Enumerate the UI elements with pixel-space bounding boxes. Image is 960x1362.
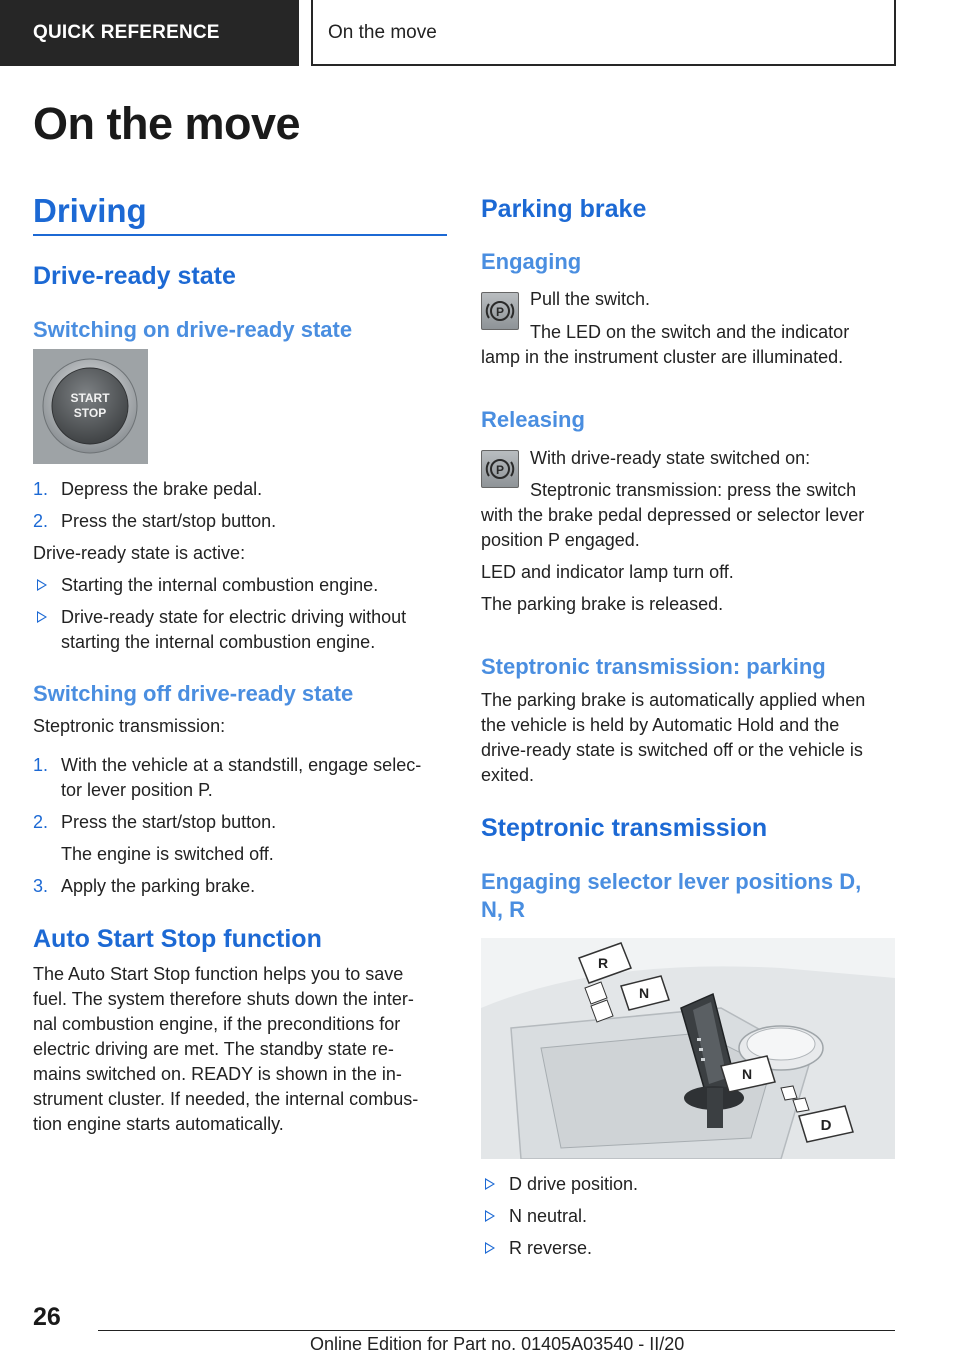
position-text: R reverse. xyxy=(509,1238,593,1258)
releasing-text: The parking brake is released. xyxy=(481,594,724,614)
position-text: D drive position. xyxy=(509,1174,639,1194)
start-stop-button-image xyxy=(33,349,148,464)
position-text: N neutral. xyxy=(509,1206,588,1226)
edition-note: Online Edition for Part no. 01405A03540 - II/20 xyxy=(310,1334,685,1354)
engaging-text: Pull the switch. xyxy=(530,289,651,309)
paragraph-line: nal combustion engine, if the preconditions for xyxy=(33,1014,401,1034)
step-number: 1. xyxy=(33,755,49,775)
bullet-text: Starting the internal combustion engine. xyxy=(61,575,379,595)
paragraph-line: mains switched on. READY is shown in the in- xyxy=(33,1064,402,1084)
step-number: 1. xyxy=(33,479,49,499)
active-intro: Drive-ready state is active: xyxy=(33,543,246,563)
auto-start-stop-heading: Auto Start Stop function xyxy=(33,925,322,953)
step-text: With the vehicle at a standstill, engage selec- xyxy=(61,755,422,775)
parking-brake-switch-icon xyxy=(481,292,519,330)
paragraph-line: the vehicle is held by Automatic Hold and the xyxy=(481,715,840,735)
driving-heading: Driving xyxy=(33,192,147,229)
releasing-text: with the brake pedal depressed or selector lever xyxy=(481,505,865,525)
releasing-text: Steptronic transmission: press the switch xyxy=(530,480,857,500)
step-text: Press the start/stop button. xyxy=(61,511,277,531)
page-number: 26 xyxy=(33,1303,61,1331)
step-number: 2. xyxy=(33,812,49,832)
bullet-text: Drive-ready state for electric driving without xyxy=(61,607,407,627)
svg-text:D: D xyxy=(820,1117,832,1134)
paragraph-line: The Auto Start Stop function helps you to save xyxy=(33,964,404,984)
svg-text:STOP: STOP xyxy=(73,406,107,420)
svg-text:P: P xyxy=(495,463,505,477)
selector-lever-illustration xyxy=(481,938,895,1159)
bullet-text-continued: starting the internal combustion engine. xyxy=(61,632,376,652)
bullet-triangle-icon xyxy=(485,1178,495,1190)
page-header xyxy=(0,0,960,66)
engaging-text: lamp in the instrument cluster are illuminated. xyxy=(481,347,844,367)
bullet-triangle-icon xyxy=(37,579,47,591)
bullet-triangle-icon xyxy=(37,611,47,623)
paragraph-line: tion engine starts automatically. xyxy=(33,1114,284,1134)
paragraph-line: electric driving are met. The standby state re- xyxy=(33,1039,394,1059)
switch-off-heading: Switching off drive-ready state xyxy=(33,681,354,706)
step-number: 2. xyxy=(33,511,49,531)
chapter-tab[interactable]: On the move xyxy=(311,0,896,66)
svg-text:START: START xyxy=(70,391,110,405)
paragraph-line: fuel. The system therefore shuts down the inter- xyxy=(33,989,414,1009)
releasing-text: With drive-ready state switched on: xyxy=(530,448,811,468)
paragraph-line: exited. xyxy=(481,765,535,785)
svg-text:N: N xyxy=(741,1066,753,1082)
step-text: Press the start/stop button. xyxy=(61,812,277,832)
steptronic-heading: Steptronic transmission xyxy=(481,814,768,842)
engaging-text: The LED on the switch and the indicator xyxy=(530,322,850,342)
steptronic-parking-heading: Steptronic transmission: parking xyxy=(481,654,826,679)
selector-heading: Engaging selector lever positions D, xyxy=(481,869,862,894)
step-text: Apply the parking brake. xyxy=(61,876,256,896)
releasing-heading: Releasing xyxy=(481,407,585,432)
engaging-heading: Engaging xyxy=(481,249,582,274)
svg-text:R: R xyxy=(597,955,609,971)
driving-heading-rule xyxy=(33,234,447,236)
step-number: 3. xyxy=(33,876,49,896)
bullet-triangle-icon xyxy=(485,1210,495,1222)
paragraph-line: strument cluster. If needed, the internal combus- xyxy=(33,1089,419,1109)
paragraph-line: The parking brake is automatically applied when xyxy=(481,690,866,710)
step-text: Depress the brake pedal. xyxy=(61,479,263,499)
parking-brake-switch-icon xyxy=(481,450,519,488)
selector-heading-continued: N, R xyxy=(481,897,525,922)
section-tab[interactable]: QUICK REFERENCE xyxy=(0,0,299,66)
switch-off-intro: Steptronic transmission: xyxy=(33,716,226,736)
engine-off-note: The engine is switched off. xyxy=(61,844,274,864)
drive-ready-heading: Drive-ready state xyxy=(33,262,236,290)
releasing-text: LED and indicator lamp turn off. xyxy=(481,562,734,582)
footer-divider xyxy=(98,1330,895,1331)
svg-text:P: P xyxy=(495,305,505,319)
svg-text:N: N xyxy=(638,985,650,1001)
releasing-text: position P engaged. xyxy=(481,530,640,550)
step-text-continued: tor lever position P. xyxy=(61,780,213,800)
switch-on-heading: Switching on drive-ready state xyxy=(33,317,353,342)
paragraph-line: drive-ready state is switched off or the vehicle is xyxy=(481,740,863,760)
page-title: On the move xyxy=(33,98,301,149)
bullet-triangle-icon xyxy=(485,1242,495,1254)
parking-brake-heading: Parking brake xyxy=(481,195,647,223)
